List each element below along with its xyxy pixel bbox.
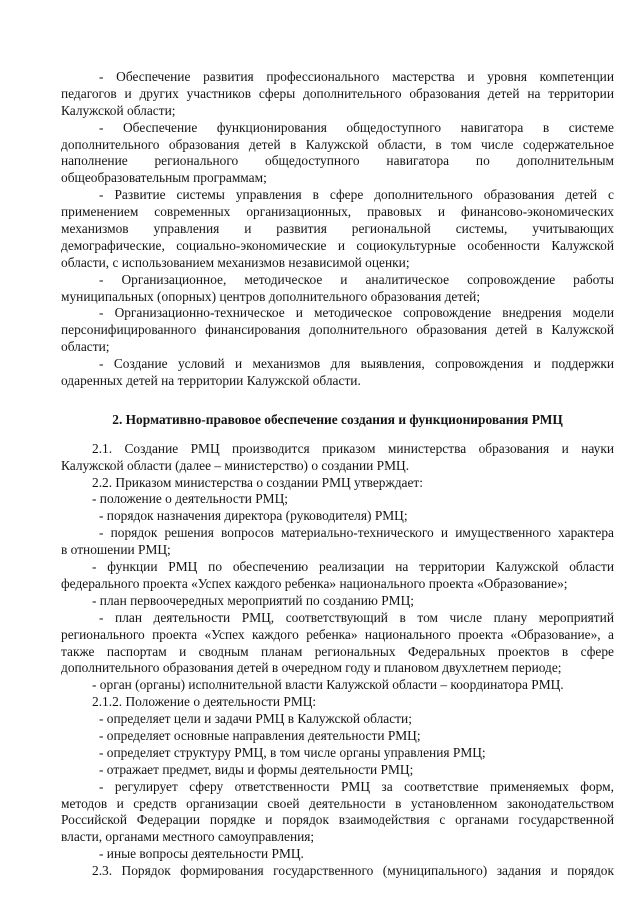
text-line: муниципальных (опорных) центров дополнительного образования детей; xyxy=(61,288,481,304)
text-line: одаренных детей на территории Калужской области. xyxy=(61,373,361,389)
section-spacer xyxy=(61,390,614,412)
text-line: - определяет структуру РМЦ, в том числе органы управления РМЦ; xyxy=(99,744,486,760)
text-line: - Обеспечение функционирования общедоступного навигатора в системе xyxy=(99,119,614,135)
text-line: - Организационно-техническое и методическое сопровождение внедрения модели xyxy=(99,305,614,321)
text-line: также паспортам и сводным планам региональных Федеральных проектов в сфере xyxy=(61,643,614,659)
text-line: общеобразовательным программам; xyxy=(61,170,267,186)
text-line: 2.3. Порядок формирования государственного (муниципального) задания и порядок xyxy=(92,863,614,879)
text-line: персонифицированного финансирования дополнительного образования детей в Калужской xyxy=(61,322,614,338)
text-line: - функции РМЦ по обеспечению реализации на территории Калужской области xyxy=(92,559,614,575)
text-line: - определяет цели и задачи РМЦ в Калужской области; xyxy=(99,711,412,727)
text-line: дополнительного образования детей в очередном году и плановом двухлетнем периоде; xyxy=(61,660,562,676)
text-line: педагогов и других участников сферы дополнительного образования детей на территории xyxy=(61,85,614,101)
text-line: Российской Федерации порядке и порядок взаимодействия с органами государственной xyxy=(61,812,614,828)
text-line: - Обеспечение развития профессионального мастерства и уровня компетенции xyxy=(99,69,614,84)
text-line: - план первоочередных мероприятий по созданию РМЦ; xyxy=(92,592,414,608)
text-line: Калужской области (далее – министерство) о создании РМЦ. xyxy=(61,457,410,473)
text-line: - орган (органы) исполнительной власти Калужской области – координатора РМЦ. xyxy=(92,677,564,693)
text-line: регионального проекта «Успех каждого ребенка» национального проекта «Образование», а xyxy=(61,626,614,642)
section-heading: 2. Нормативно-правовое обеспечение создания и функционирования РМЦ xyxy=(112,411,563,427)
text-line: - Развитие системы управления в сфере дополнительного образования детей с xyxy=(99,187,614,203)
text-line: наполнение регионального общедоступного навигатора по дополнительным xyxy=(61,153,614,169)
text-line: 2.1.2. Положение о деятельности РМЦ: xyxy=(92,694,317,710)
text-line: области, с использованием механизмов независимой оценки; xyxy=(61,254,410,270)
document-body xyxy=(61,69,614,880)
text-line: методов и средств организации своей деятельности в установленном законодательством xyxy=(61,795,614,811)
section-spacer xyxy=(61,429,614,441)
text-line: применением современных организационных, правовых и финансово-экономических xyxy=(61,204,614,220)
text-line: - план деятельности РМЦ, соответствующий в том числе плану мероприятий xyxy=(99,609,614,625)
text-line: власти, органами местного самоуправления; xyxy=(61,829,315,845)
text-line: демографические, социально-экономические и социокультурные особенности Калужской xyxy=(61,237,614,253)
text-line: дополнительного образования детей в Калужской области, в том числе содержательное xyxy=(61,136,614,152)
text-line: - иные вопросы деятельности РМЦ. xyxy=(99,846,304,862)
text-line: - Создание условий и механизмов для выявления, сопровождения и поддержки xyxy=(99,356,614,372)
text-line: 2.2. Приказом министерства о создании РМЦ утверждает: xyxy=(92,474,423,490)
text-line: - порядок назначения директора (руководителя) РМЦ; xyxy=(99,508,408,524)
text-line: Калужской области; xyxy=(61,102,176,118)
text-line: - положение о деятельности РМЦ; xyxy=(92,491,288,507)
text-line: - определяет основные направления деятельности РМЦ; xyxy=(99,727,421,743)
text-line: механизмов управления и развития региональной системы, учитывающих xyxy=(61,221,614,237)
text-line: - отражает предмет, виды и формы деятельности РМЦ; xyxy=(99,761,414,777)
text-line: - регулирует сферу ответственности РМЦ за соответствие применяемых форм, xyxy=(99,778,614,794)
text-line: - Организационное, методическое и аналитическое сопровождение работы xyxy=(99,271,614,287)
text-line: федерального проекта «Успех каждого ребенка» национального проекта «Образование»; xyxy=(61,575,568,591)
text-line: области; xyxy=(61,339,110,355)
text-line: в отношении РМЦ; xyxy=(61,542,171,558)
text-line: - порядок решения вопросов материально-технического и имущественного характера xyxy=(99,525,614,541)
text-line: 2.1. Создание РМЦ производится приказом министерства образования и науки xyxy=(92,440,614,456)
